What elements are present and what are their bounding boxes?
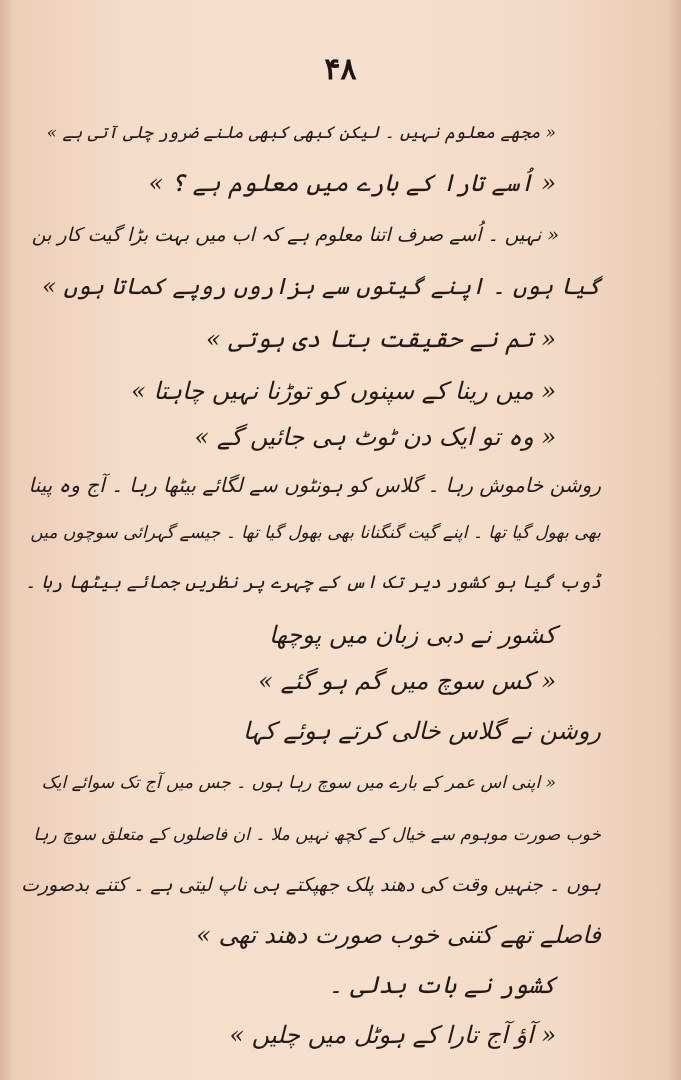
text-line: روشن خاموش رہا ۔ گلاس کو ہونٹوں سے لگائے بیٹھا رہا ۔ آج وہ پینا xyxy=(28,473,601,497)
text-line: خوب صورت موہوم سے خیال کے کچھ نہیں ملا ۔ ان فاصلوں کے متعلق سوچ رہا xyxy=(33,825,601,845)
text-line: « میں رینا کے سپنوں کو توڑنا نہیں چاہتا » xyxy=(131,377,556,405)
text-line: ڈوب گیا ہو کشور دیر تک اس کے چہرے پر نظریں جمائے بیٹھا رہا ۔ xyxy=(25,572,601,593)
text-line: بھی بھول گیا تھا ۔ اپنے گیت گنگنانا بھی بھول گیا تھا ۔ جیسے گہرائی سوچوں میں xyxy=(30,523,601,543)
text-line: « تم نے حقیقت بتا دی ہوتی » xyxy=(206,325,556,353)
text-line: « آؤ آج تارا کے ہوٹل میں چلیں » xyxy=(229,1021,556,1049)
text-line: ہوں ۔ جنہیں وقت کی دھند پلک جھپکتے ہی ناپ لیتی ہے ۔ کتنے بدصورت xyxy=(21,874,601,896)
page-number: ۴۸ xyxy=(324,52,357,87)
page-edge-left xyxy=(0,0,14,1080)
text-line: « نہیں ۔ اُسے صرف اتنا معلوم ہے کہ اب میں بہت بڑا گیت کار بن xyxy=(31,224,559,246)
text-line: « کس سوچ میں گم ہو گئے » xyxy=(258,667,556,695)
text-line: روشن نے گلاس خالی کرتے ہوئے کہا xyxy=(243,717,601,745)
page-edge-right xyxy=(667,0,681,1080)
text-line: « اُسے تارا کے بارے میں معلوم ہے ؟ » xyxy=(148,169,556,197)
text-line: « مجھے معلوم نہیں ۔ لیکن کبھی کبھی ملنے ضرور چلی آتی ہے » xyxy=(46,123,556,143)
text-line: گیا ہوں ۔ اپنے گیتوں سے ہزاروں روپے کماتا ہوں » xyxy=(42,274,601,300)
text-line: فاصلے تھے کتنی خوب صورت دھند تھی » xyxy=(196,921,601,949)
text-line: کشور نے بات بدلی ۔ xyxy=(328,971,556,999)
text-line: « اپنی اس عمر کے بارے میں سوچ رہا ہوں ۔ جس میں آج تک سوائے ایک xyxy=(41,773,556,793)
text-line: « وہ تو ایک دن ٹوٹ ہی جائیں گے » xyxy=(194,423,556,451)
text-line: کشور نے دبی زبان میں پوچھا xyxy=(269,621,556,649)
